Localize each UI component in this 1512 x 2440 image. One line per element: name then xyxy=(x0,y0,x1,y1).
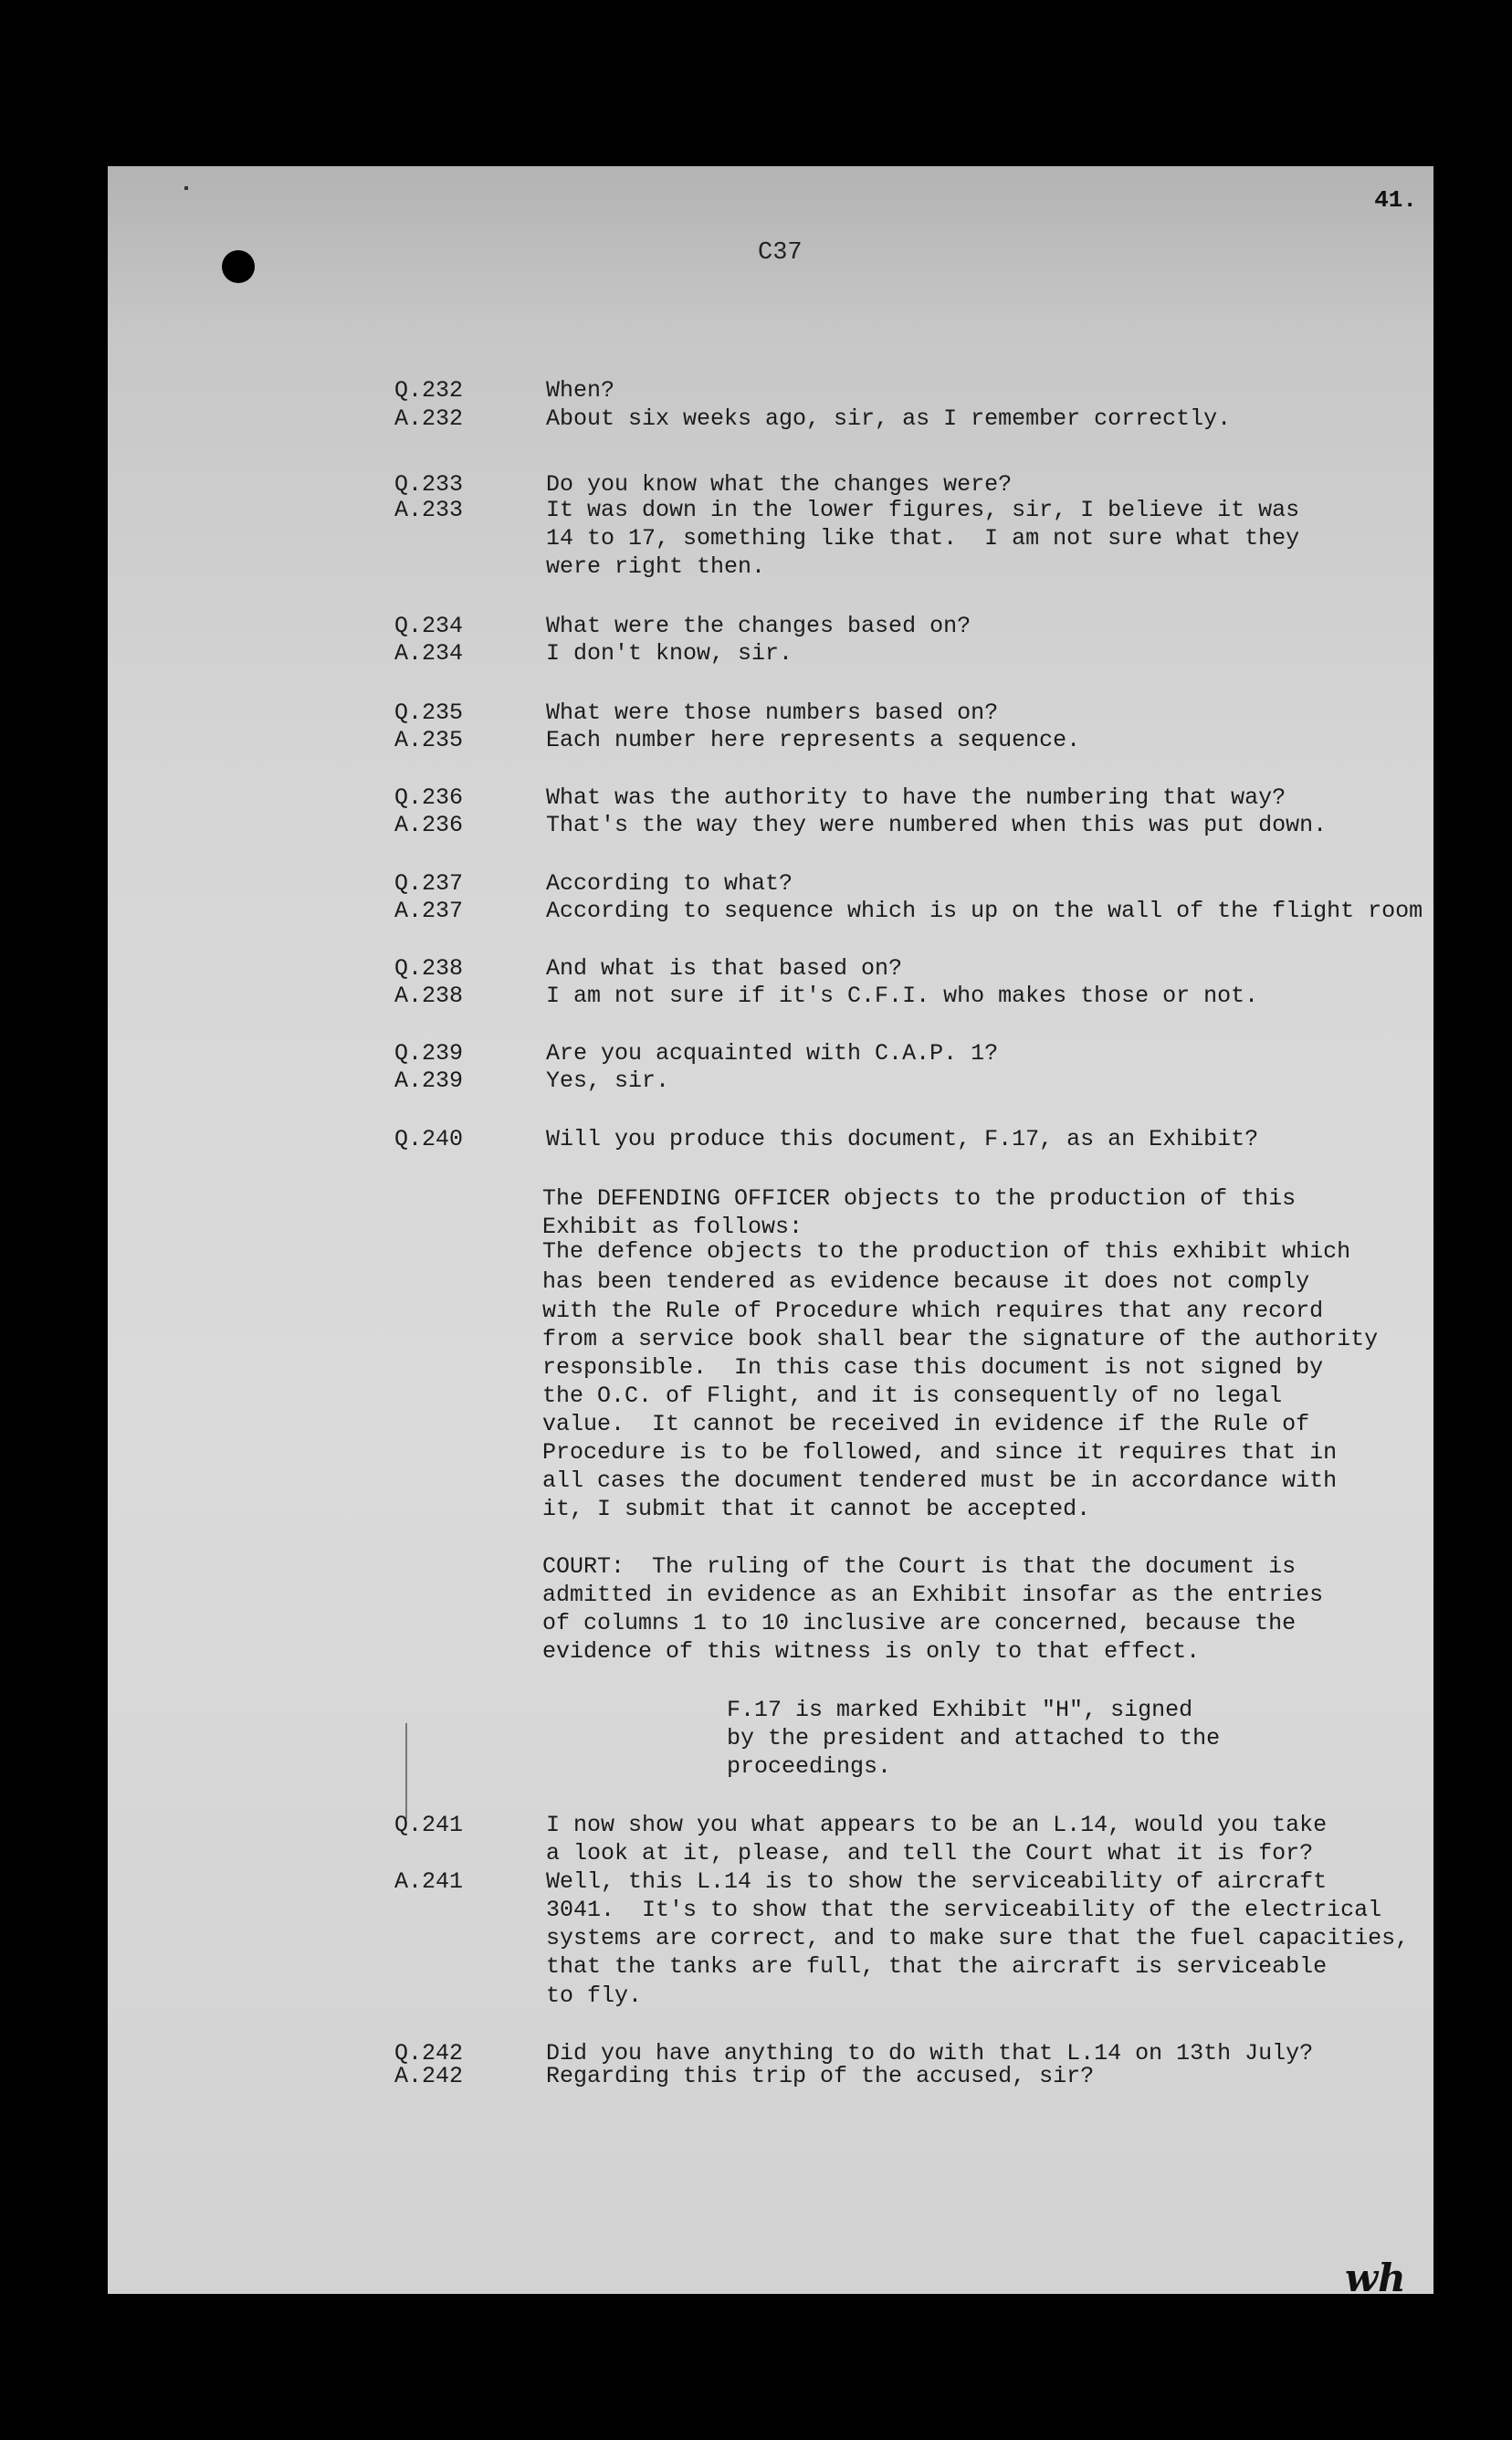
punch-hole xyxy=(222,250,255,283)
question-answer-label: Q.242 xyxy=(394,2040,464,2067)
question-answer-label: A.233 xyxy=(394,497,464,523)
paragraph-line: Procedure is to be followed, and since it requires that in xyxy=(542,1439,1338,1466)
transcript-line: Well, this L.14 is to show the serviceability of aircraft xyxy=(546,1868,1328,1895)
transcript-line: What were the changes based on? xyxy=(546,613,971,639)
question-answer-label: Q.233 xyxy=(394,471,464,498)
transcript-line: I now show you what appears to be an L.14, would you take xyxy=(546,1812,1328,1838)
question-answer-label: A.239 xyxy=(394,1068,464,1094)
question-answer-label: Q.240 xyxy=(394,1126,464,1152)
question-answer-label: Q.237 xyxy=(394,870,464,897)
question-answer-label: A.232 xyxy=(394,405,464,432)
transcript-line: I don't know, sir. xyxy=(546,640,793,667)
transcript-line: were right then. xyxy=(546,553,766,580)
question-answer-label: A.236 xyxy=(394,812,464,838)
margin-pencil-mark xyxy=(405,1723,407,1819)
transcript-line: About six weeks ago, sir, as I remember correctly. xyxy=(546,405,1232,432)
question-answer-label: A.238 xyxy=(394,983,464,1009)
question-answer-label: A.237 xyxy=(394,898,464,924)
question-answer-label: A.241 xyxy=(394,1868,464,1895)
transcript-line: According to sequence which is up on the wall of the flight room xyxy=(546,898,1423,924)
transcript-line: It was down in the lower figures, sir, I believe it was xyxy=(546,497,1300,523)
question-answer-label: A.235 xyxy=(394,727,464,753)
paragraph-line: has been tendered as evidence because it does not comply xyxy=(542,1268,1310,1295)
transcript-line: That's the way they were numbered when this was put down. xyxy=(546,812,1328,838)
transcript-line: Each number here represents a sequence. xyxy=(546,727,1081,753)
transcript-line: When? xyxy=(546,377,615,404)
transcript-line: Regarding this trip of the accused, sir? xyxy=(546,2063,1095,2089)
page-number: 41. xyxy=(1374,186,1417,214)
transcript-line: What was the authority to have the numbering that way? xyxy=(546,784,1286,811)
transcript-line: Will you produce this document, F.17, as an Exhibit? xyxy=(546,1126,1259,1152)
question-answer-label: Q.236 xyxy=(394,784,464,811)
question-answer-label: Q.235 xyxy=(394,699,464,726)
transcript-line: I am not sure if it's C.F.I. who makes those or not. xyxy=(546,983,1259,1009)
exhibit-note-line: F.17 is marked Exhibit "H", signed xyxy=(727,1697,1193,1723)
paragraph-line: The DEFENDING OFFICER objects to the production of this xyxy=(542,1185,1297,1212)
transcript-line: a look at it, please, and tell the Court what it is for? xyxy=(546,1840,1314,1867)
transcript-line: Are you acquainted with C.A.P. 1? xyxy=(546,1040,999,1067)
transcript-line: What were those numbers based on? xyxy=(546,699,999,726)
paragraph-line: the O.C. of Flight, and it is consequently of no legal xyxy=(542,1383,1283,1409)
paragraph-line: The defence objects to the production of this exhibit which xyxy=(542,1238,1351,1265)
question-answer-label: Q.232 xyxy=(394,377,464,404)
paragraph-line: value. It cannot be received in evidence if the Rule of xyxy=(542,1411,1310,1437)
paragraph-line: evidence of this witness is only to that effect. xyxy=(542,1638,1201,1665)
question-answer-label: Q.239 xyxy=(394,1040,464,1067)
paragraph-line: Exhibit as follows: xyxy=(542,1214,803,1240)
question-answer-label: Q.234 xyxy=(394,613,464,639)
paragraph-line: admitted in evidence as an Exhibit insofar as the entries xyxy=(542,1582,1324,1608)
document-page xyxy=(108,166,1433,2294)
transcript-line: that the tanks are full, that the aircraft is serviceable xyxy=(546,1953,1328,1980)
transcript-line: Do you know what the changes were? xyxy=(546,471,1013,498)
transcript-line: 14 to 17, something like that. I am not sure what they xyxy=(546,525,1300,552)
paragraph-line: all cases the document tendered must be in accordance with xyxy=(542,1467,1338,1494)
folio-number: C37 xyxy=(758,239,803,267)
paragraph-line: of columns 1 to 10 inclusive are concerned, because the xyxy=(542,1610,1297,1636)
transcript-line: 3041. It's to show that the serviceability of the electrical xyxy=(546,1897,1382,1923)
paper-speck xyxy=(184,186,188,190)
question-answer-label: A.234 xyxy=(394,640,464,667)
transcript-line: Did you have anything to do with that L.14 on 13th July? xyxy=(546,2040,1314,2067)
exhibit-note-line: proceedings. xyxy=(727,1753,892,1780)
paragraph-line: from a service book shall bear the signature of the authority xyxy=(542,1326,1379,1352)
transcript-line: to fly. xyxy=(546,1982,643,2009)
transcript-line: systems are correct, and to make sure that the fuel capacities, xyxy=(546,1925,1410,1951)
transcript-line: Yes, sir. xyxy=(546,1068,670,1094)
question-answer-label: Q.241 xyxy=(394,1812,464,1838)
handwritten-initials: wh xyxy=(1345,2256,1406,2294)
transcript-line: According to what? xyxy=(546,870,793,897)
paragraph-line: COURT: The ruling of the Court is that the document is xyxy=(542,1553,1297,1580)
paragraph-line: with the Rule of Procedure which requires that any record xyxy=(542,1298,1324,1324)
question-answer-label: Q.238 xyxy=(394,955,464,982)
paragraph-line: it, I submit that it cannot be accepted. xyxy=(542,1496,1091,1522)
paragraph-line: responsible. In this case this document is not signed by xyxy=(542,1354,1324,1381)
question-answer-label: A.242 xyxy=(394,2063,464,2089)
transcript-line: And what is that based on? xyxy=(546,955,903,982)
exhibit-note-line: by the president and attached to the xyxy=(727,1725,1221,1751)
